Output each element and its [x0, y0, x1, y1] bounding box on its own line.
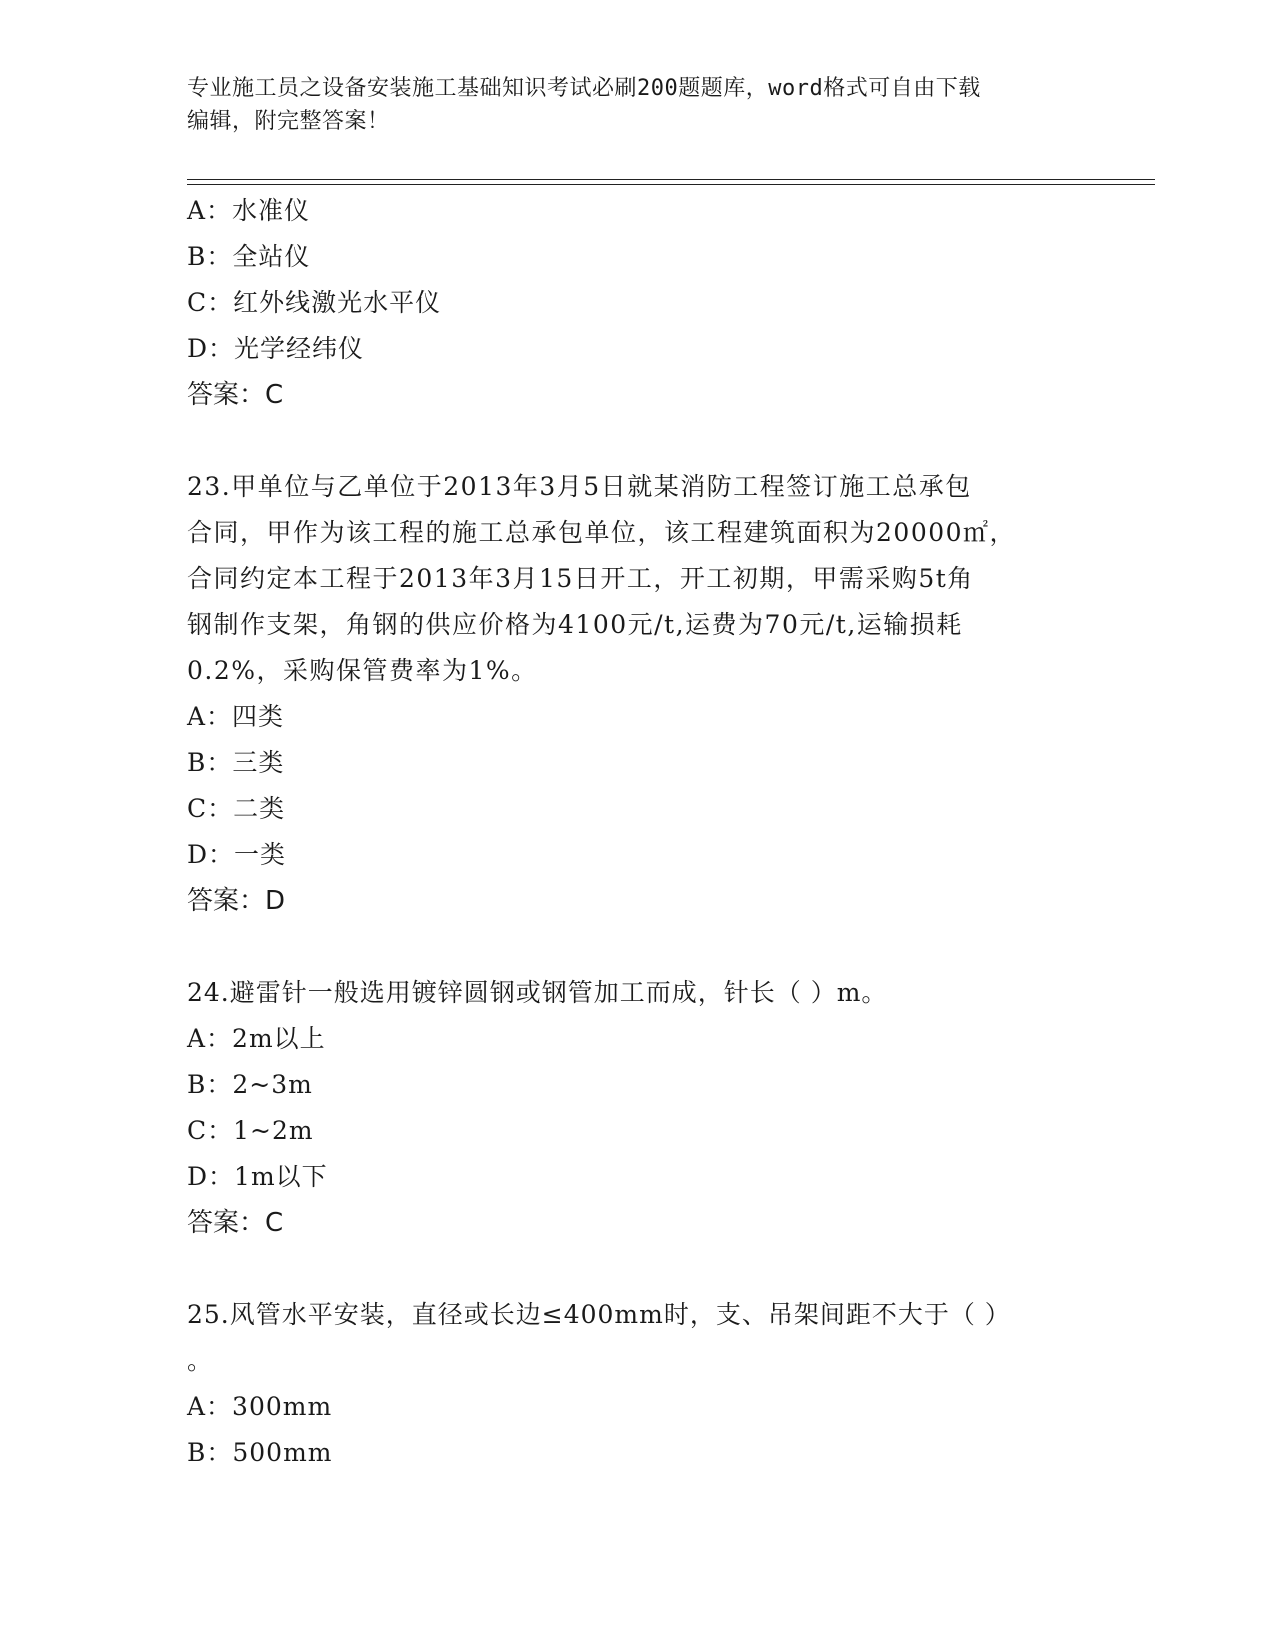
document-header	[187, 72, 1087, 138]
q23-option-c: C：二类	[187, 794, 286, 823]
q24-option-d: D：1m以下	[187, 1162, 328, 1191]
question-list	[187, 188, 1087, 1476]
q23-question-line: 钢制作支架，角钢的供应价格为4100元/t,运费为70元/t,运输损耗	[187, 610, 963, 639]
header-divider-bottom	[187, 184, 1155, 185]
spacer	[187, 1246, 1087, 1292]
header-divider-top	[187, 179, 1155, 180]
q25-question-continuation: 。	[187, 1346, 214, 1375]
question-23	[187, 464, 1087, 924]
q23-answer: 答案：D	[187, 886, 286, 916]
question-24	[187, 970, 1087, 1246]
spacer	[187, 418, 1087, 464]
q23-question-line: 合同，甲作为该工程的施工总承包单位，该工程建筑面积为20000㎡，	[187, 518, 1017, 547]
q23-option-a: A：四类	[187, 702, 285, 731]
q24-option-a: A：2m以上	[187, 1024, 326, 1053]
q23-question-text	[187, 464, 1087, 694]
q23-question-line: 合同约定本工程于2013年3月15日开工，开工初期，甲需采购5t角	[187, 564, 974, 593]
question-25	[187, 1292, 1087, 1476]
q23-option-b: B：三类	[187, 748, 285, 777]
q23-question-line: 0.2%，采购保管费率为1%。	[187, 656, 538, 685]
q24-question-text: 24.避雷针一般选用镀锌圆钢或钢管加工而成，针长（ ）m。	[187, 978, 888, 1007]
q22-option-d: D：光学经纬仪	[187, 334, 365, 363]
q22-option-a: A：水准仪	[187, 196, 311, 225]
q25-option-a: A：300mm	[187, 1392, 333, 1421]
q24-option-b: B：2~3m	[187, 1070, 313, 1099]
q23-option-d: D：一类	[187, 840, 287, 869]
header-title-line-2: 编辑，附完整答案！	[187, 109, 390, 134]
q24-answer: 答案：C	[187, 1208, 284, 1238]
q23-question-line: 23.甲单位与乙单位于2013年3月5日就某消防工程签订施工总承包	[187, 472, 972, 501]
q22-option-c: C：红外线激光水平仪	[187, 288, 442, 317]
q22-option-b: B：全站仪	[187, 242, 311, 271]
header-title-line-1: 专业施工员之设备安装施工基础知识考试必刷200题题库，word格式可自由下载	[187, 76, 981, 101]
q24-option-c: C：1~2m	[187, 1116, 314, 1145]
question-22	[187, 188, 1087, 418]
spacer	[187, 924, 1087, 970]
q25-question-text: 25.风管水平安装，直径或长边≤400mm时，支、吊架间距不大于（ ）	[187, 1300, 1011, 1329]
q22-answer: 答案：C	[187, 380, 284, 410]
q25-option-b: B：500mm	[187, 1438, 333, 1467]
